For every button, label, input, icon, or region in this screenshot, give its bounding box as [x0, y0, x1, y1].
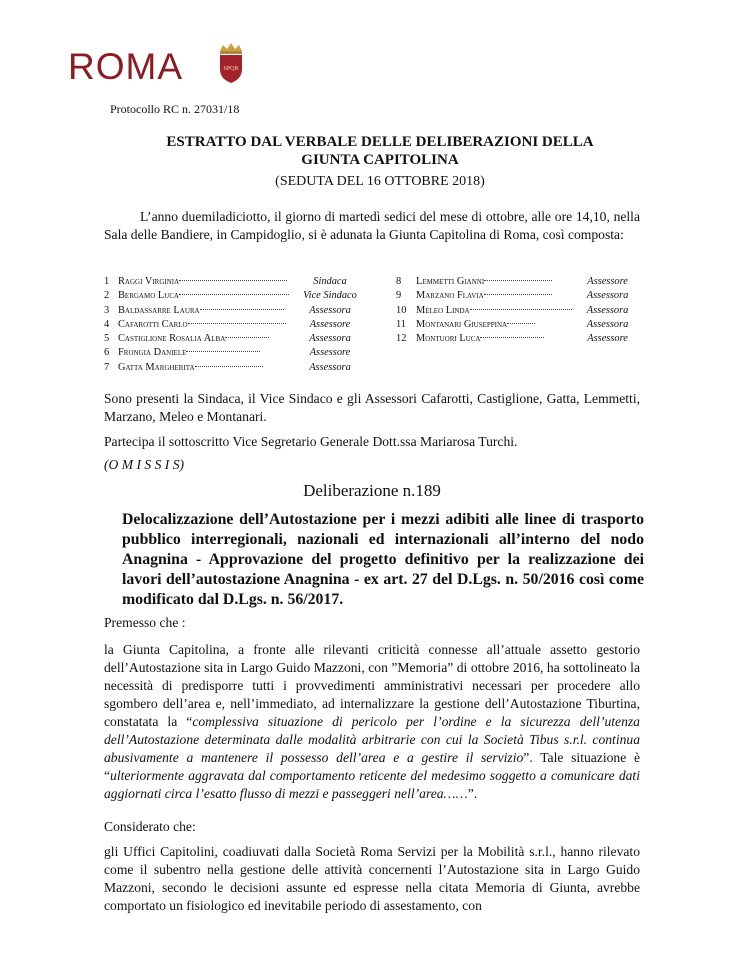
table-row	[396, 304, 644, 318]
member-role: Assessore	[309, 318, 351, 330]
roma-crest-icon	[216, 42, 246, 84]
member-role: Assessora	[586, 290, 629, 302]
member-number: 5	[104, 333, 110, 345]
omissis: (O M I S S I S)	[104, 457, 185, 472]
members-table-right	[396, 275, 644, 346]
table-row	[396, 332, 644, 346]
member-number: 9	[396, 290, 402, 302]
member-name: Gatta Margherita	[118, 361, 289, 375]
member-name: Baldassarre Laura	[118, 304, 289, 318]
member-number: 8	[396, 276, 402, 287]
table-row	[396, 318, 644, 332]
member-name: Lemmetti Gianni	[416, 275, 572, 289]
document-title	[110, 133, 650, 169]
member-role: Sindaca	[313, 276, 347, 287]
member-number: 6	[104, 347, 110, 359]
member-name: Montuori Luca	[416, 332, 572, 346]
member-role: Assessore	[309, 347, 351, 359]
premesso-paragraph: la Giunta Capitolina, a fronte alle rilevanti criticità connesse all’attuale assetto gestorio dell’Autostazione sita in Largo Guido Mazzoni, con ”Memoria” di ottobre 2016, ha sottolineato la necessità di predisporre tutti i provvedimenti amministrativi necessari per procedere allo sgombero dell’area e, nell’immediato, ad internalizzare la gestione dell’Autostazione Tiburtina, constatata la “complessiva situazione di pericolo per l’ordine e la sicurezza dell’utenza dell’Autostazione determinata dalle modalità arbitrarie con cui la Società Tibus s.r.l. continua abusivamente a mantenere il possesso dell’area e a gestire il servizio”. Tale situazione è “ulteriormente aggravata dal comportamento reticente del medesimo soggetto a comunicare dati aggiornati circa l’esatto flusso di mezzi e passeggeri nell’area……”.	[104, 642, 640, 801]
member-role: Vice Sindaco	[303, 290, 357, 302]
member-number: 3	[104, 304, 110, 316]
member-number: 11	[396, 318, 407, 330]
table-row	[104, 318, 371, 332]
svg-text:SPQR: SPQR	[223, 66, 239, 72]
intro-paragraph: L’anno duemiladiciotto, il giorno di martedì sedici del mese di ottobre, alle ore 14,10, nella Sala delle Bandiere, in Campidoglio, si è adunata la Giunta Capitolina di Roma, così composta:	[104, 209, 640, 242]
member-role: Assessora	[309, 304, 351, 316]
table-row	[396, 275, 644, 289]
title-line-1: ESTRATTO DAL VERBALE DELLE DELIBERAZIONI DELLA	[166, 134, 594, 150]
member-name: Bergamo Luca	[118, 289, 289, 303]
table-row	[104, 332, 371, 346]
table-row	[104, 346, 371, 360]
protocol-number: Protocollo RC n. 27031/18	[110, 102, 240, 116]
deliberation-subject: Delocalizzazione dell’Autostazione per i mezzi adibiti alle linee di trasporto pubblico interregionali, nazionali ed internazionali all’interno del nodo Anagnina - Approvazione del progetto definitivo per la realizzazione dei lavori dell’autostazione Anagnina - ex art. 27 del D.Lgs. n. 50/2016 così come modificato dal D.Lgs. n. 56/2017.	[122, 511, 644, 608]
member-number: 1	[104, 276, 110, 287]
table-row	[104, 289, 371, 303]
member-name: Montanari Giuseppina	[416, 318, 572, 332]
present-paragraph: Sono presenti la Sindaca, il Vice Sindaco e gli Assessori Cafarotti, Castiglione, Gatta, Lemmetti, Marzano, Meleo e Montanari.	[104, 391, 640, 424]
deliberation-number: Deliberazione n.189	[303, 481, 441, 500]
table-row	[104, 275, 371, 289]
member-number: 2	[104, 290, 110, 302]
member-role: Assessore	[587, 276, 628, 287]
member-name: Cafarotti Carlo	[118, 318, 289, 332]
members-table-left	[104, 275, 371, 375]
member-role: Assessora	[586, 318, 629, 330]
member-name: Meleo Linda	[416, 304, 572, 318]
considerato-paragraph: gli Uffici Capitolini, coadiuvati dalla Società Roma Servizi per la Mobilità s.r.l., hanno rilevato come il subentro nella gestione delle attività concernenti l’Autostazione sita in Largo Guido Mazzoni, secondo le decisioni assunte ed espresse nella citata Memoria di Giunta, avrebbe comportato un fisiologico ed inevitabile periodo di assestamento, con	[104, 844, 640, 913]
member-name: Raggi Virginia	[118, 275, 289, 289]
member-number: 12	[396, 333, 407, 345]
table-row	[396, 289, 644, 303]
table-row	[104, 361, 371, 375]
member-number: 4	[104, 318, 110, 330]
member-role: Assessora	[309, 361, 351, 373]
considerato-heading: Considerato che:	[104, 819, 196, 834]
session-date: (SEDUTA DEL 16 OTTOBRE 2018)	[275, 174, 485, 189]
title-line-2: GIUNTA CAPITOLINA	[301, 152, 459, 168]
member-number: 10	[396, 304, 407, 316]
roma-logo-text: ROMA	[68, 46, 183, 87]
member-name: Frongia Daniele	[118, 346, 289, 360]
table-row	[104, 304, 371, 318]
member-name: Castiglione Rosalia Alba	[118, 332, 289, 346]
member-role: Assessora	[309, 333, 351, 345]
premesso-heading: Premesso che :	[104, 615, 186, 630]
member-name: Marzano Flavia	[416, 289, 572, 303]
secretary-paragraph: Partecipa il sottoscritto Vice Segretario Generale Dott.ssa Mariarosa Turchi.	[104, 434, 518, 449]
member-role: Assessore	[587, 333, 628, 345]
member-number: 7	[104, 361, 110, 373]
member-role: Assessora	[586, 304, 629, 316]
